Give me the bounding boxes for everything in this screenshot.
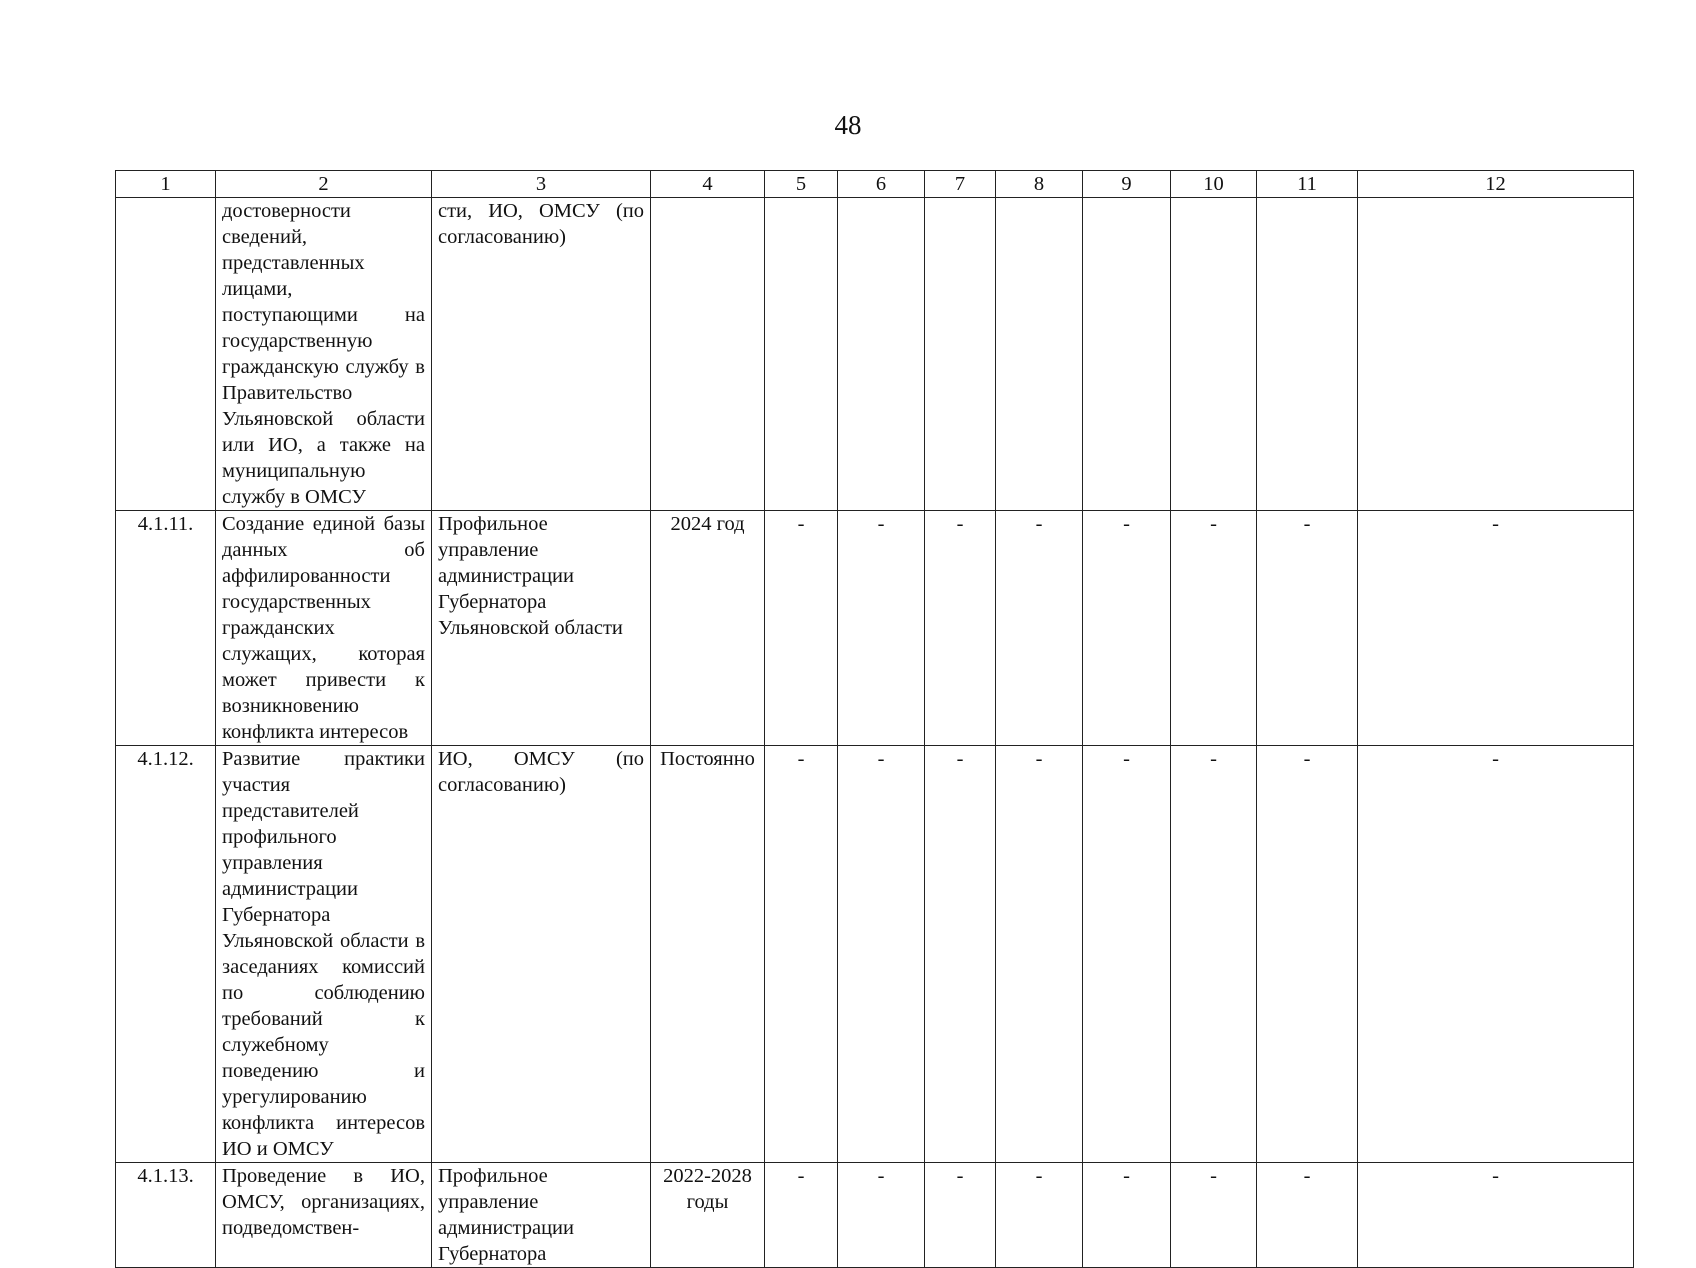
column-header: 6 <box>838 171 925 198</box>
value-cell: - <box>1171 746 1257 1163</box>
value-cell: - <box>1358 511 1634 746</box>
value-cell: - <box>1083 746 1171 1163</box>
column-header: 9 <box>1083 171 1171 198</box>
table-row <box>116 511 1634 746</box>
value-cell: - <box>925 1163 996 1268</box>
value-cell: - <box>1257 511 1358 746</box>
value-cell <box>1358 198 1634 511</box>
value-cell <box>1257 198 1358 511</box>
column-header: 1 <box>116 171 216 198</box>
value-cell: - <box>925 746 996 1163</box>
value-cell: - <box>925 511 996 746</box>
row-number <box>116 198 216 511</box>
value-cell: - <box>838 511 925 746</box>
column-header: 2 <box>216 171 432 198</box>
plan-table <box>115 170 1634 1268</box>
executor-cell: Профильное управление администрации Губернатора Ульяновской области <box>432 511 651 746</box>
value-cell: - <box>1171 511 1257 746</box>
value-cell: - <box>1083 1163 1171 1268</box>
value-cell: - <box>1171 1163 1257 1268</box>
row-number: 4.1.13. <box>116 1163 216 1268</box>
value-cell <box>925 198 996 511</box>
executor-cell: сти, ИО, ОМСУ (по согласованию) <box>432 198 651 511</box>
measure-cell: Проведение в ИО, ОМСУ, организациях, подведомствен- <box>216 1163 432 1268</box>
row-number: 4.1.12. <box>116 746 216 1163</box>
value-cell: - <box>1358 746 1634 1163</box>
value-cell: - <box>996 511 1083 746</box>
executor-cell: Профильное управление администрации Губернатора <box>432 1163 651 1268</box>
table-row <box>116 198 1634 511</box>
column-header: 10 <box>1171 171 1257 198</box>
value-cell: - <box>1257 1163 1358 1268</box>
value-cell: - <box>996 1163 1083 1268</box>
row-number: 4.1.11. <box>116 511 216 746</box>
value-cell: - <box>765 1163 838 1268</box>
period-cell: 2024 год <box>651 511 765 746</box>
header-row <box>116 171 1634 198</box>
value-cell: - <box>996 746 1083 1163</box>
measure-cell: Создание единой базы данных об аффилированности государственных гражданских служащих, которая может привести к возникновению конфликта интересов <box>216 511 432 746</box>
measure-cell: Развитие практики участия представителей профильного управления администрации Губернатора Ульяновской области в заседаниях комиссий по соблюдению требований к служебному поведению и урегулированию конфликта интересов ИО и ОМСУ <box>216 746 432 1163</box>
column-header: 3 <box>432 171 651 198</box>
executor-cell: ИО, ОМСУ (по согласованию) <box>432 746 651 1163</box>
period-cell <box>651 198 765 511</box>
column-header: 7 <box>925 171 996 198</box>
table-row <box>116 746 1634 1163</box>
column-header: 4 <box>651 171 765 198</box>
value-cell: - <box>1358 1163 1634 1268</box>
value-cell: - <box>1083 511 1171 746</box>
value-cell: - <box>765 511 838 746</box>
value-cell <box>838 198 925 511</box>
value-cell: - <box>838 746 925 1163</box>
value-cell: - <box>765 746 838 1163</box>
column-header: 11 <box>1257 171 1358 198</box>
value-cell: - <box>838 1163 925 1268</box>
period-cell: Постоянно <box>651 746 765 1163</box>
value-cell <box>1083 198 1171 511</box>
page-number: 48 <box>834 110 862 140</box>
value-cell: - <box>1257 746 1358 1163</box>
value-cell <box>1171 198 1257 511</box>
column-header: 5 <box>765 171 838 198</box>
column-header: 12 <box>1358 171 1634 198</box>
table-row <box>116 1163 1634 1268</box>
period-cell: 2022-2028 годы <box>651 1163 765 1268</box>
measure-cell: достоверности сведений, представленных лицами, поступающими на государственную гражданскую службу в Правительство Ульяновской области или ИО, а также на муниципальную службу в ОМСУ <box>216 198 432 511</box>
value-cell <box>765 198 838 511</box>
column-header: 8 <box>996 171 1083 198</box>
value-cell <box>996 198 1083 511</box>
